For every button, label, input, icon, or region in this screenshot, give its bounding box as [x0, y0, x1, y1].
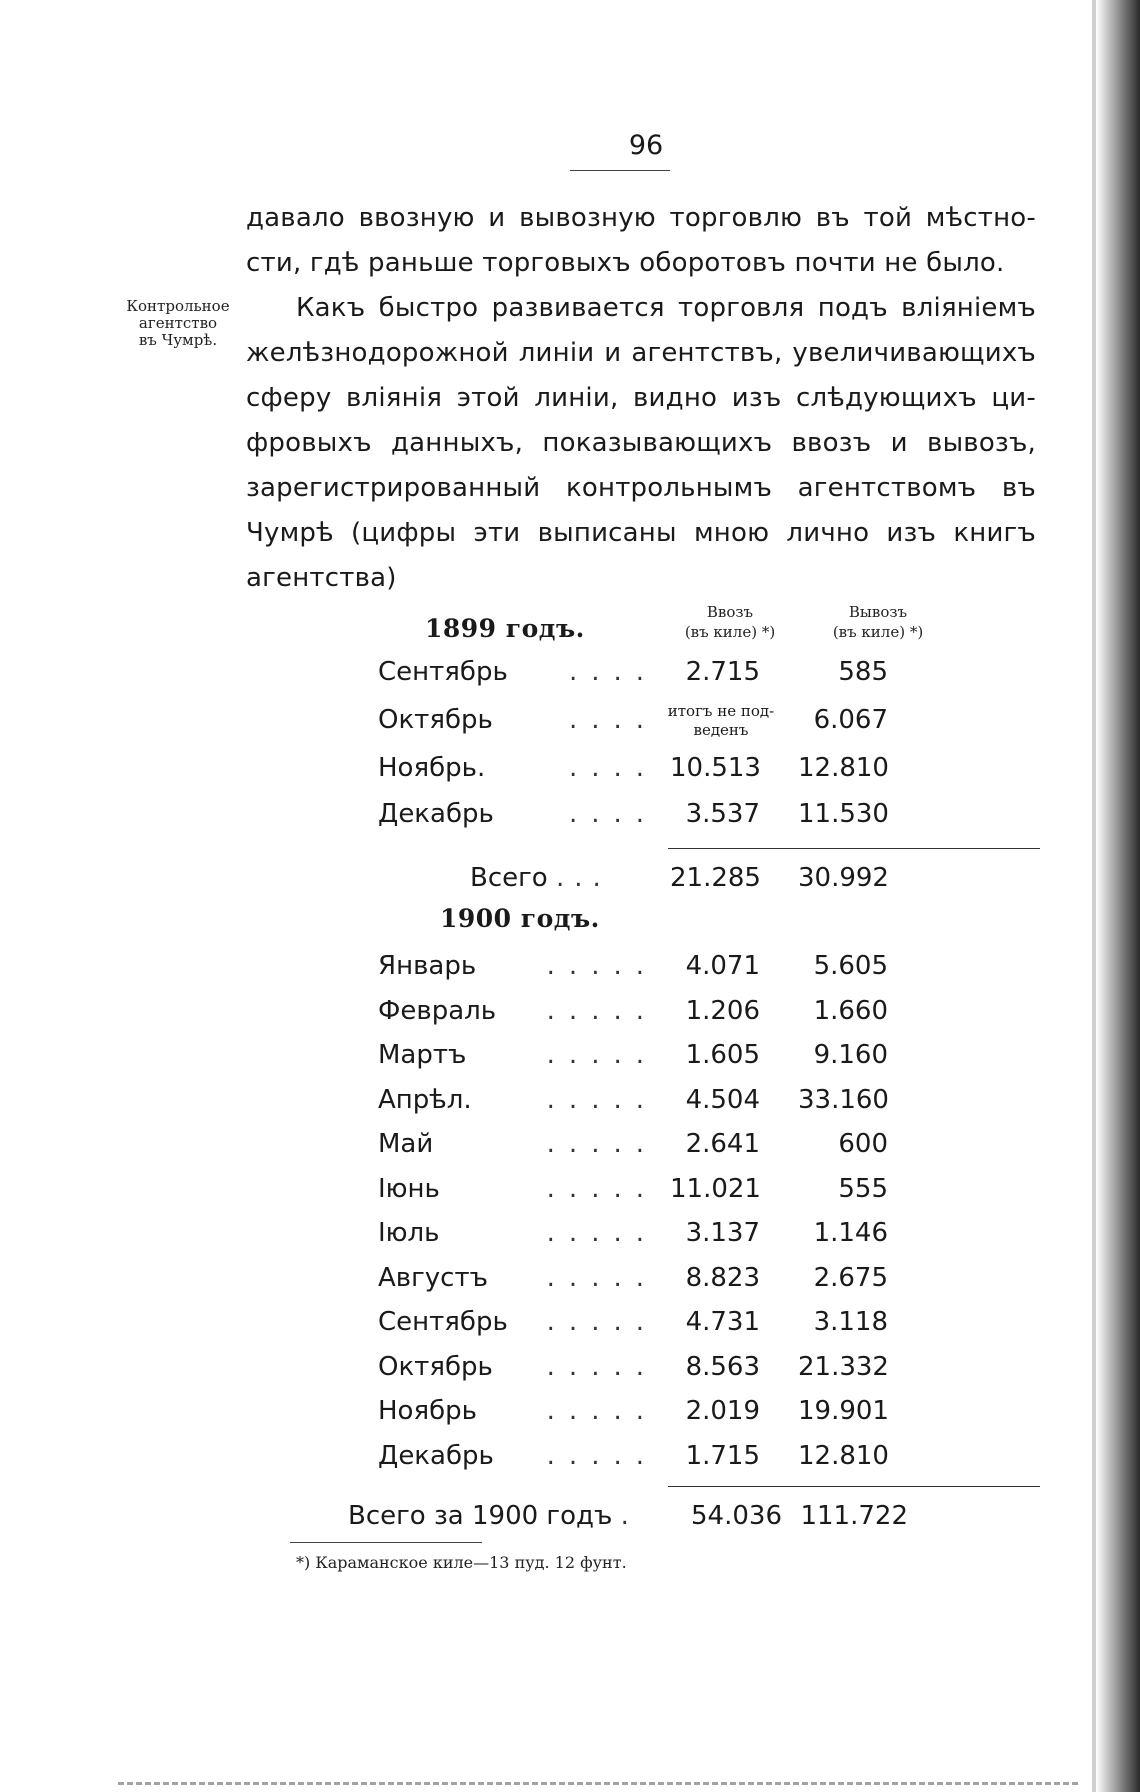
- import-value: 1.605: [685, 1040, 760, 1070]
- month-label: Декабрь: [378, 1441, 494, 1471]
- table-row: [378, 794, 918, 834]
- table-row: [378, 748, 918, 788]
- export-value: 3.118: [813, 1307, 888, 1337]
- month-label: Іюль: [378, 1218, 440, 1248]
- leader-dots: .....: [546, 1396, 658, 1426]
- export-value: 585: [838, 657, 888, 687]
- paragraph-line: давало ввозную и вывозную торговлю въ той мѣстно-: [246, 203, 1036, 233]
- month-label: Февраль: [378, 996, 497, 1026]
- page-number-rule: [570, 170, 670, 171]
- import-value: 3.537: [685, 799, 760, 829]
- paragraph-line: Чумрѣ (цифры эти выписаны мною лично изъ книгъ: [246, 518, 1036, 548]
- export-value: 12.810: [798, 753, 889, 783]
- import-value: 2.715: [685, 657, 760, 687]
- import-value: 10.513: [670, 753, 761, 783]
- total-export-1899: 30.992: [798, 863, 889, 893]
- scan-edge: [118, 1782, 1078, 1785]
- export-value: 19.901: [798, 1396, 889, 1426]
- table-row: [378, 1124, 918, 1164]
- footnote-rule: [290, 1542, 482, 1543]
- export-value: 6.067: [813, 705, 888, 735]
- margin-note-line: въ Чумрѣ.: [138, 331, 218, 349]
- leader-dots: .....: [546, 996, 658, 1026]
- table-row: [378, 652, 918, 692]
- footnote: *) Караманское киле—13 пуд. 12 фунт.: [296, 1553, 627, 1572]
- export-value: 555: [838, 1174, 888, 1204]
- month-label: Мартъ: [378, 1040, 467, 1070]
- export-value: 33.160: [798, 1085, 889, 1115]
- export-value: 21.332: [798, 1352, 889, 1382]
- leader-dots: ....: [568, 657, 658, 687]
- export-value: 5.605: [813, 951, 888, 981]
- leader-dots: .....: [546, 1307, 658, 1337]
- total-label-1899: [470, 858, 611, 898]
- leader-dots: .....: [546, 1174, 658, 1204]
- leader-dots: .....: [546, 1040, 658, 1070]
- page-shadow: [1096, 0, 1140, 1792]
- month-label: Іюнь: [378, 1174, 440, 1204]
- column-header-export: [808, 602, 948, 642]
- import-value: 4.071: [685, 951, 760, 981]
- table-row: [378, 700, 918, 740]
- export-value: 2.675: [813, 1263, 888, 1293]
- table-row: [378, 991, 918, 1031]
- import-note-line: итогъ не под-: [667, 702, 775, 720]
- year-heading-1899: 1899 годъ.: [425, 614, 585, 643]
- margin-note-line: Контрольное: [126, 297, 230, 315]
- page-number: 96: [628, 130, 664, 161]
- column-header-export-title: Вывозъ: [848, 603, 908, 621]
- total-label: Всего: [470, 863, 548, 893]
- leader-dots: ...: [555, 863, 611, 893]
- month-label: Апрѣл.: [378, 1085, 472, 1115]
- import-value: 1.206: [685, 996, 760, 1026]
- total-export-1900: 111.722: [800, 1501, 908, 1531]
- import-value: 4.731: [685, 1307, 760, 1337]
- paragraph: [246, 196, 1036, 601]
- table-row: [378, 1035, 918, 1075]
- month-label: Ноябрь: [378, 1396, 477, 1426]
- table-row: [378, 1080, 918, 1120]
- table-row: [378, 1302, 918, 1342]
- month-label: Сентябрь: [378, 1307, 508, 1337]
- paragraph-line: зарегистрированный контрольнымъ агентствомъ въ: [246, 473, 1036, 503]
- margin-note-line: агентство: [138, 314, 218, 332]
- import-value: 2.641: [685, 1129, 760, 1159]
- leader-dots: .....: [546, 951, 658, 981]
- leader-dots: ....: [568, 799, 658, 829]
- year-heading-1900: 1900 годъ.: [440, 904, 600, 933]
- month-label: Май: [378, 1129, 434, 1159]
- import-value: 3.137: [685, 1218, 760, 1248]
- total-label-1900: [348, 1496, 629, 1536]
- import-value: 11.021: [670, 1174, 761, 1204]
- month-label: Декабрь: [378, 799, 494, 829]
- export-value: 9.160: [813, 1040, 888, 1070]
- leader-dots: .....: [546, 1441, 658, 1471]
- month-label: Январь: [378, 951, 477, 981]
- import-value: 1.715: [685, 1441, 760, 1471]
- month-label: Ноябрь.: [378, 753, 486, 783]
- export-value: 1.660: [813, 996, 888, 1026]
- export-value: 12.810: [798, 1441, 889, 1471]
- margin-note: [108, 298, 248, 349]
- sum-rule: [668, 1486, 1040, 1487]
- paragraph-line: сти, гдѣ раньше торговыхъ оборотовъ почти не было.: [246, 248, 1005, 278]
- table-row: [378, 1213, 918, 1253]
- month-label: Октябрь: [378, 705, 493, 735]
- export-value: 1.146: [813, 1218, 888, 1248]
- total-import-1899: 21.285: [670, 863, 761, 893]
- import-value: 8.823: [685, 1263, 760, 1293]
- paragraph-line: агентства): [246, 563, 397, 593]
- month-label: Сентябрь: [378, 657, 508, 687]
- table-row: [378, 1258, 918, 1298]
- paragraph-line: Какъ быстро развивается торговля подъ вліяніемъ: [296, 293, 1036, 323]
- paragraph-line: желѣзнодорожной линіи и агентствъ, увеличивающихъ: [246, 338, 1036, 368]
- table-row: [378, 1391, 918, 1431]
- paragraph-line: сферу вліянія этой линіи, видно изъ слѣдующихъ ци-: [246, 383, 1036, 413]
- table-row: [378, 1347, 918, 1387]
- column-header-import-title: Ввозъ: [706, 603, 754, 621]
- import-value: 4.504: [685, 1085, 760, 1115]
- table-row: [378, 1436, 918, 1476]
- leader-dots: .....: [546, 1352, 658, 1382]
- column-header-export-unit: (въ киле) *): [832, 623, 924, 641]
- leader-dots: .....: [546, 1129, 658, 1159]
- export-value: 11.530: [798, 799, 889, 829]
- table-row: [378, 946, 918, 986]
- leader-dots: .: [620, 1501, 629, 1531]
- column-header-import-unit: (въ киле) *): [684, 623, 776, 641]
- total-label: Всего за 1900 годъ: [348, 1501, 613, 1531]
- leader-dots: ....: [568, 705, 658, 735]
- paragraph-line: фровыхъ данныхъ, показывающихъ ввозъ и вывозъ,: [246, 428, 1036, 458]
- leader-dots: ....: [568, 753, 658, 783]
- leader-dots: .....: [546, 1085, 658, 1115]
- import-value: 8.563: [685, 1352, 760, 1382]
- leader-dots: .....: [546, 1218, 658, 1248]
- leader-dots: .....: [546, 1263, 658, 1293]
- table-row: [378, 1169, 918, 1209]
- import-value: 2.019: [685, 1396, 760, 1426]
- import-note-line: веденъ: [693, 721, 749, 739]
- export-value: 600: [838, 1129, 888, 1159]
- total-import-1900: 54.036: [691, 1501, 782, 1531]
- sum-rule: [668, 848, 1040, 849]
- column-header-import: [660, 602, 800, 642]
- month-label: Октябрь: [378, 1352, 493, 1382]
- month-label: Августъ: [378, 1263, 488, 1293]
- import-note: [656, 702, 786, 740]
